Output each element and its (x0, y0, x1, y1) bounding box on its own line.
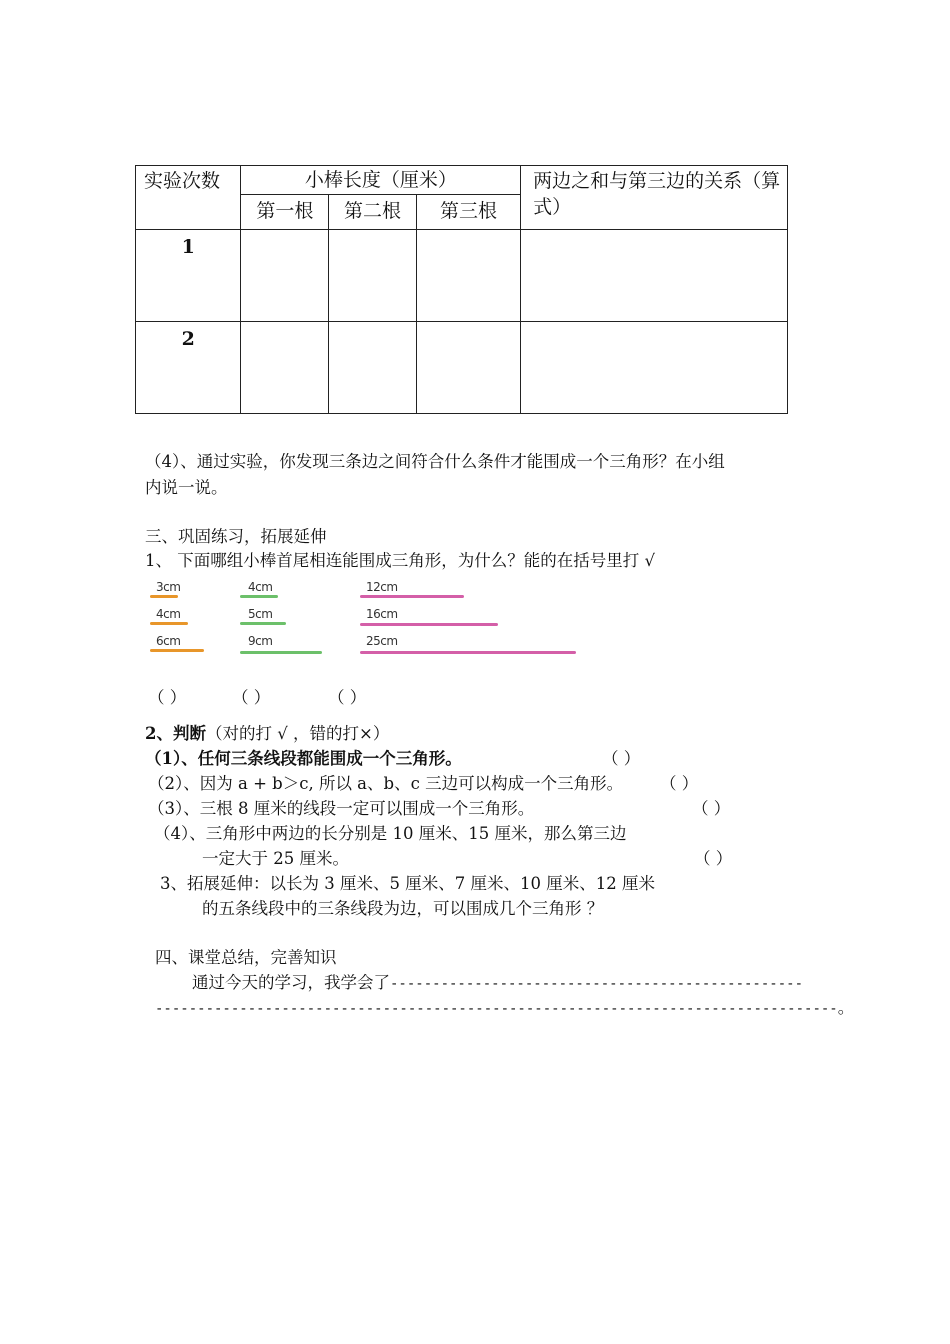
summary-end: 。 (837, 998, 855, 1017)
stick (240, 651, 322, 654)
stick-label: 9cm (248, 634, 273, 648)
table-cell[interactable] (241, 230, 329, 322)
q3-line2: 的五条线段中的三条线段为边，可以围成几个三角形 ？ (202, 899, 604, 918)
stick-label: 16cm (366, 607, 398, 621)
stick (150, 649, 204, 652)
trial-number: 2 (136, 322, 241, 414)
judge-2-paren[interactable]: （ ） (660, 774, 699, 793)
judge-1-text: （1）、任何三条线段都能围成一个三角形。 (145, 749, 462, 768)
q2-note: （对的打 √ ，错的打×） (205, 724, 390, 743)
header-relation: 两边之和与第三边的关系（算式） (521, 166, 788, 230)
table-cell[interactable] (521, 230, 788, 322)
judge-4-text: （4）、三角形中两边的长分别是 10 厘米、15 厘米，那么第三边 (154, 824, 627, 843)
section4-line1: （4）、通过实验，你发现三条边之间符合什么条件才能围成一个三角形？在小组 (145, 452, 725, 471)
q2-title: 2、判断 (145, 724, 206, 743)
part4-title: 四、课堂总结，完善知识 (155, 948, 337, 967)
stick-label: 6cm (156, 634, 181, 648)
stick-label: 25cm (366, 634, 398, 648)
stick (360, 651, 576, 654)
header-third-stick: 第三根 (416, 195, 520, 230)
answer-blank-1[interactable]: （ ） (148, 688, 187, 707)
stick-label: 12cm (366, 580, 398, 594)
summary-line (192, 971, 803, 996)
stick (240, 622, 286, 625)
judge-1-paren[interactable]: （ ） (602, 749, 641, 768)
q1-text: 1、 下面哪组小棒首尾相连能围成三角形，为什么？能的在括号里打 √ (145, 551, 656, 570)
stick-label: 5cm (248, 607, 273, 621)
stick (150, 595, 178, 598)
summary-line-2 (155, 996, 854, 1021)
q3-line1: 3、拓展延伸：以长为 3 厘米、5 厘米、7 厘米、10 厘米、12 厘米 (160, 874, 655, 893)
stick (240, 595, 278, 598)
answer-blank-2[interactable]: （ ） (232, 688, 271, 707)
table-row (136, 322, 788, 414)
judge-3-text: （3）、三根 8 厘米的线段一定可以围成一个三角形。 (148, 799, 535, 818)
trial-number: 1 (136, 230, 241, 322)
part3-title: 三、巩固练习，拓展延伸 (145, 527, 327, 546)
summary-prompt: 通过今天的学习，我学会了 (192, 973, 390, 992)
q2-heading (145, 722, 389, 746)
stick-label: 3cm (156, 580, 181, 594)
judge-3-paren[interactable]: （ ） (692, 799, 731, 818)
stick (360, 623, 498, 626)
table-cell[interactable] (416, 230, 520, 322)
table-row (136, 230, 788, 322)
stick-label: 4cm (248, 580, 273, 594)
stick-label: 4cm (156, 607, 181, 621)
judge-4-cont: 一定大于 25 厘米。 (202, 849, 349, 868)
section4-line2: 内说一说。 (145, 478, 228, 497)
header-trial-count: 实验次数 (136, 166, 241, 230)
answer-blank-3[interactable]: （ ） (328, 688, 367, 707)
table-cell[interactable] (329, 322, 417, 414)
summary-blank-2[interactable]: --------------------------------------------------------------------------------- (155, 1001, 838, 1017)
table-cell[interactable] (329, 230, 417, 322)
judge-4-paren[interactable]: （ ） (694, 849, 733, 868)
table-cell[interactable] (241, 322, 329, 414)
stick (150, 622, 188, 625)
stick (360, 595, 464, 598)
header-stick-length: 小棒长度（厘米） (241, 166, 521, 195)
summary-blank-1[interactable]: ------------------------------------------------- (390, 976, 804, 992)
judge-2-text: （2）、因为 a + b＞c, 所以 a、b、c 三边可以构成一个三角形。 (148, 774, 624, 793)
table-cell[interactable] (416, 322, 520, 414)
experiment-table (135, 165, 788, 414)
header-first-stick: 第一根 (241, 195, 329, 230)
table-cell[interactable] (521, 322, 788, 414)
header-second-stick: 第二根 (329, 195, 417, 230)
